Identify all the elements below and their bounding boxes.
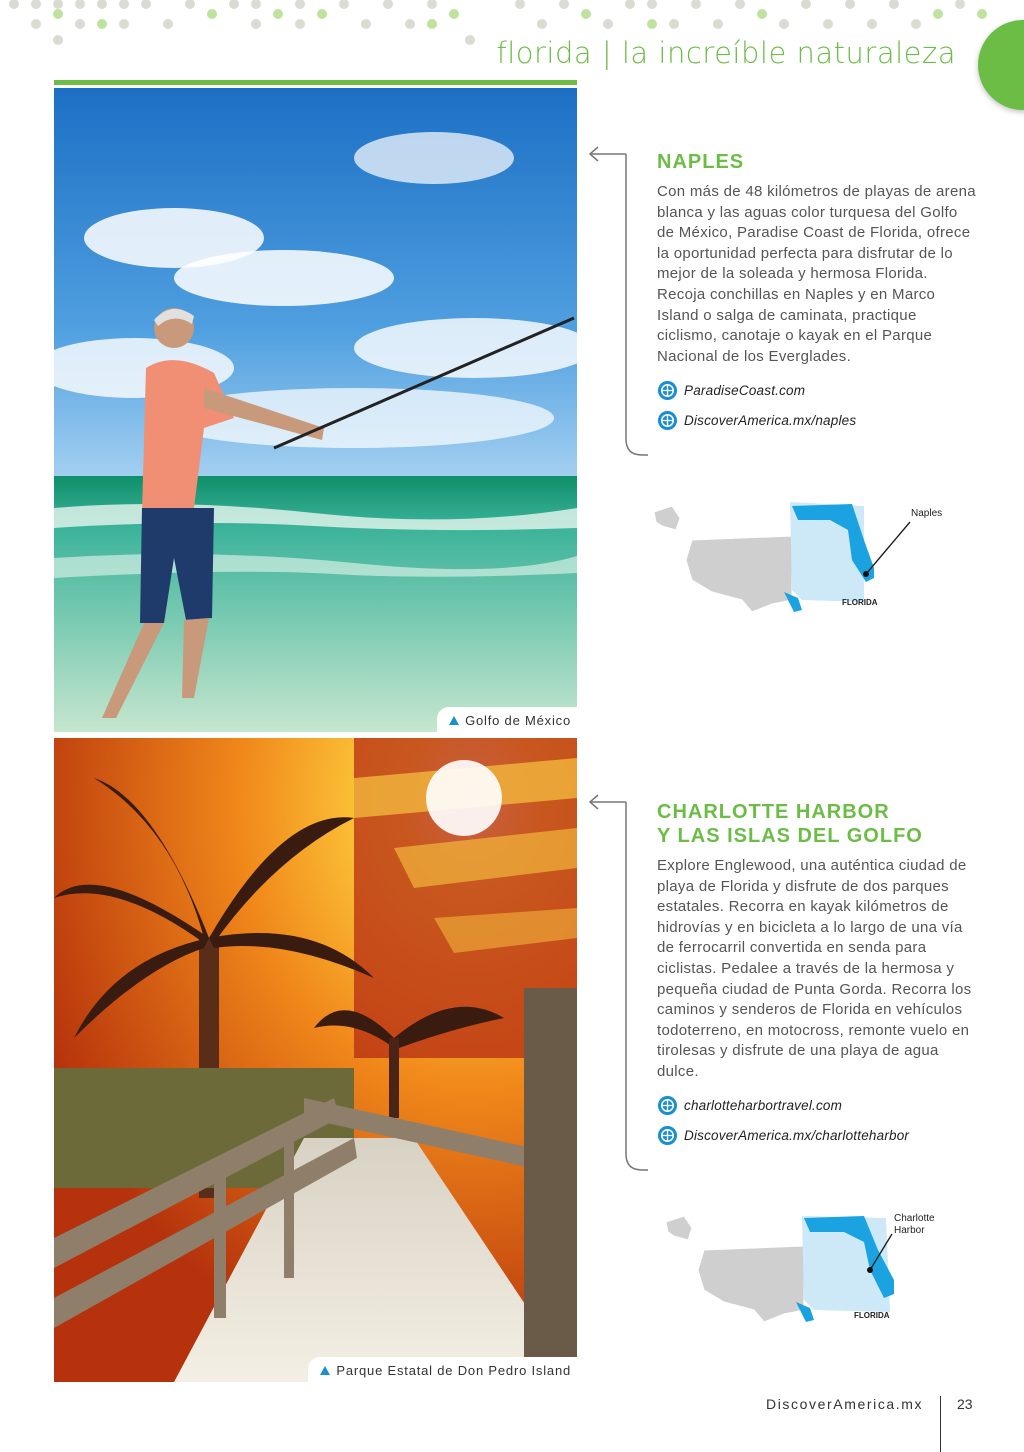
photo-caption-don-pedro: Parque Estatal de Don Pedro Island [308, 1357, 577, 1382]
map-place-label: Naples [911, 508, 943, 519]
photo-fisherman-beach [54, 88, 577, 732]
photo-caption-golfo: Golfo de México [437, 707, 577, 732]
section-body: Con más de 48 kilómetros de playas de arena blanca y las aguas color turquesa del Golfo de México, Paradise Coast de Florida, ofrece la oportunidad perfecta para disfrutar de lo mejor de la soleada y hermosa Florida. Recoja conchillas en Naples y en Marco Island o salga de caminata, practique ciclismo, canotaje o kayak en el Parque Nacional de los Everglades. [657, 183, 976, 365]
section-title: NAPLES [657, 151, 745, 173]
globe-link-icon [657, 410, 678, 431]
globe-link-icon [657, 1125, 678, 1146]
footer-divider [940, 1396, 941, 1452]
map-place-label: Harbor [894, 1225, 925, 1236]
header-green-rule [54, 80, 577, 85]
section-charlotte-harbor [657, 800, 977, 1147]
map-florida-naples [652, 500, 952, 620]
map-state-label: FLORIDA [842, 598, 878, 607]
globe-link-icon [657, 380, 678, 401]
footer-site-link[interactable]: DiscoverAmerica.mx [766, 1396, 924, 1412]
triangle-marker-icon [449, 716, 459, 725]
triangle-marker-icon [320, 1366, 330, 1375]
return-arrow-icon [586, 792, 652, 1176]
return-arrow-icon [586, 144, 652, 460]
photo-boardwalk-sunset [54, 738, 577, 1382]
section-body: Explore Englewood, una auténtica ciudad de playa de Florida y disfrute de dos parques estatales. Recorra en kayak kilómetros de hidrovías y en bicicleta a lo largo de una vía de ferrocarril convertida en senda para ciclistas. Pedalee a través de la hermosa y pequeña ciudad de Punta Gorda. Recorra los caminos y senderos de Florida en vehículos todoterreno, en motocross, remonte vuelo en tirolesas y disfrute de una playa de agua dulce. [657, 857, 972, 1080]
link-discoveramerica-charlotteharbor[interactable]: DiscoverAmerica.mx/charlotteharbor [657, 1125, 977, 1147]
link-discoveramerica-naples[interactable]: DiscoverAmerica.mx/naples [657, 409, 977, 431]
link-paradise-coast[interactable]: ParadiseCoast.com [657, 379, 977, 401]
globe-link-icon [657, 1095, 678, 1116]
link-charlotteharbortravel[interactable]: charlotteharbortravel.com [657, 1095, 977, 1117]
map-florida-charlotte-harbor [664, 1210, 964, 1330]
map-state-label: FLORIDA [854, 1311, 890, 1320]
page-number: 23 [957, 1396, 973, 1412]
map-place-label: Charlotte [894, 1213, 935, 1224]
section-naples [657, 150, 977, 431]
page-header-title: florida | la increíble naturaleza [496, 36, 956, 70]
section-title: CHARLOTTE HARBOR Y LAS ISLAS DEL GOLFO [657, 801, 923, 847]
